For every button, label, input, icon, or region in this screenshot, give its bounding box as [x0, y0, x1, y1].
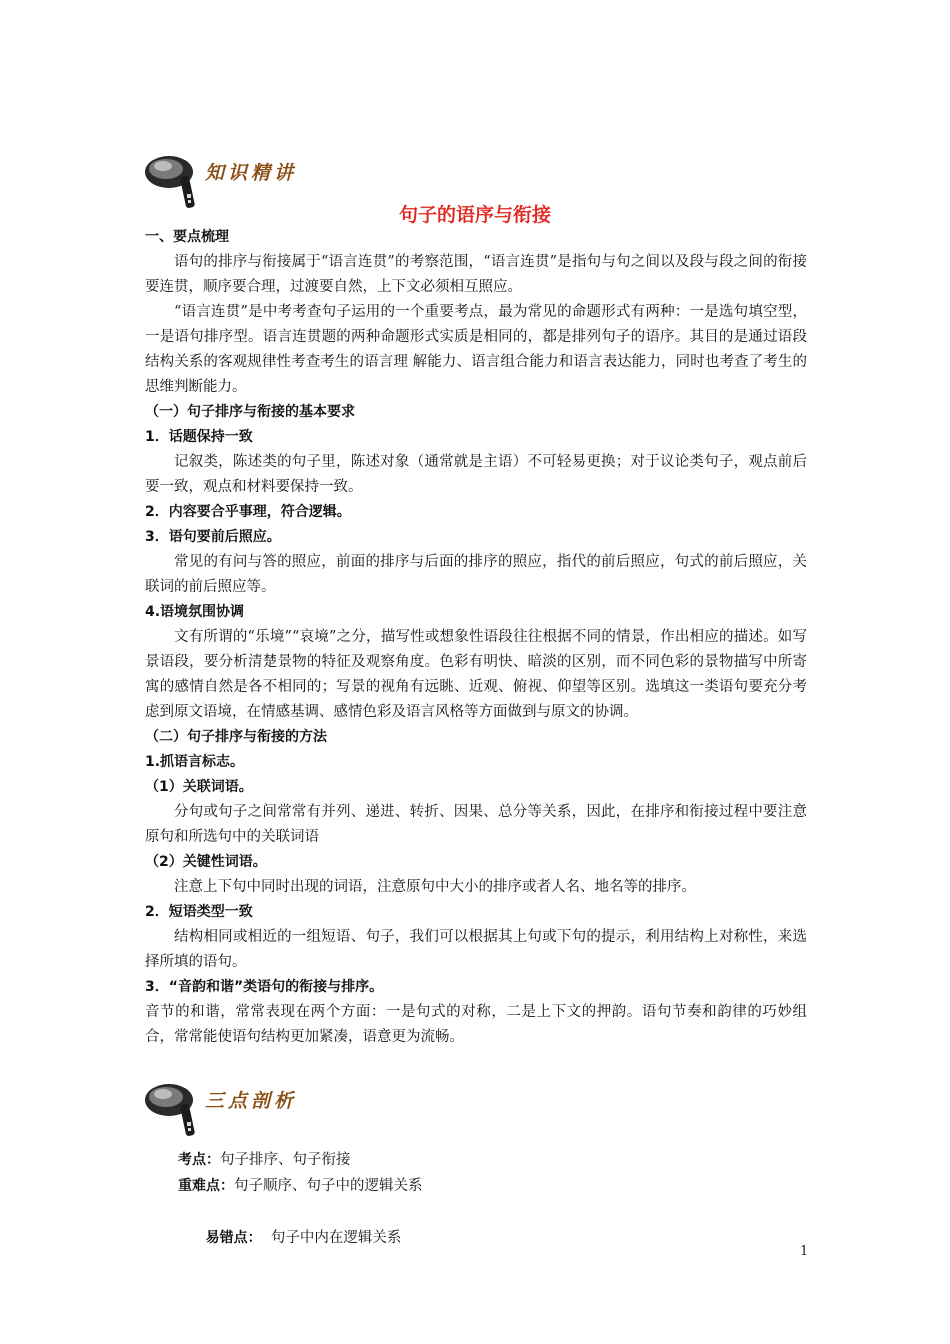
analysis-kaodian	[178, 1147, 423, 1173]
spatula-icon	[143, 1078, 207, 1140]
section-badge-analysis	[143, 1078, 363, 1138]
heading-key-points: 一、要点梳理	[145, 229, 229, 245]
part2-sub1-text: 分句或句子之间常常有并列、递进、转折、因果、总分等关系，因此，在排序和衔接过程中要注意原句和所选句中的关联词语	[145, 804, 807, 845]
nandian-label: 重难点：	[178, 1178, 234, 1194]
analysis-yicuo	[178, 1199, 423, 1277]
section-title-knowledge: 知识精讲	[205, 162, 298, 184]
analysis-block	[178, 1147, 423, 1277]
part2-sub2-title: （2）关键性词语。	[145, 854, 267, 870]
intro-paragraph-1: 语句的排序与衔接属于“语言连贯”的考察范围，“语言连贯”是指句与句之间以及段与段之间的衔接要连贯，顺序要合理，过渡要自然，上下文必须相互照应。	[145, 254, 807, 295]
part2-item1-title: 1.抓语言标志。	[145, 754, 245, 770]
section-title-analysis: 三点剖析	[205, 1090, 298, 1112]
yicuo-text: 句子中内在逻辑关系	[261, 1230, 402, 1246]
kaodian-text: 句子排序、句子衔接	[220, 1152, 351, 1168]
heading-part1: （一）句子排序与衔接的基本要求	[145, 404, 355, 420]
kaodian-label: 考点：	[178, 1152, 220, 1168]
nandian-text: 句子顺序、句子中的逻辑关系	[234, 1178, 423, 1194]
part2-item3-text: 音节的和谐，常常表现在两个方面：一是句式的对称，二是上下文的押韵。语句节奏和韵律的巧妙组合，常常能使语句结构更加紧凑，语意更为流畅。	[145, 1004, 807, 1045]
part1-item1-text: 记叙类，陈述类的句子里，陈述对象（通常就是主语）不可轻易更换；对于议论类句子，观点前后要一致，观点和材料要保持一致。	[145, 454, 807, 495]
part2-sub2-text: 注意上下句中同时出现的词语，注意原句中大小的排序或者人名、地名等的排序。	[174, 879, 696, 895]
yicuo-label: 易错点：	[205, 1230, 262, 1246]
part2-item3-title: 3．“音韵和谐”类语句的衔接与排序。	[145, 979, 384, 995]
part1-item2-title: 2．内容要合乎事理，符合逻辑。	[145, 504, 351, 520]
part1-item4-text: 文有所谓的“乐境”“哀境”之分，描写性或想象性语段往往根据不同的情景，作出相应的描述。如写景语段，要分析清楚景物的特征及观察角度。色彩有明快、暗淡的区别，而不同色彩的景物描写中所寄寓的感情自然是各不相同的；写景的视角有远眺、近观、俯视、仰望等区别。选填这一类语句要充分考虑到原文语境，在情感基调、感情色彩及语言风格等方面做到与原文的协调。	[145, 629, 807, 720]
part2-item2-text: 结构相同或相近的一组短语、句子，我们可以根据其上句或下句的提示，利用结构上对称性，来选择所填的语句。	[145, 929, 807, 970]
part1-item3-title: 3．语句要前后照应。	[145, 529, 281, 545]
part1-item3-text: 常见的有问与答的照应，前面的排序与后面的排序的照应，指代的前后照应，句式的前后照应，关联词的前后照应等。	[145, 554, 807, 595]
part1-item4-title: 4.语境氛围协调	[145, 604, 245, 620]
analysis-nandian	[178, 1173, 423, 1199]
part2-item2-title: 2．短语类型一致	[145, 904, 253, 920]
heading-part2: （二）句子排序与衔接的方法	[145, 729, 327, 745]
intro-paragraph-2: “语言连贯”是中考考查句子运用的一个重要考点，最为常见的命题形式有两种：一是选句填空型，一是语句排序型。语言连贯题的两种命题形式实质是相同的，都是排列句子的语序。其目的是通过语段结构关系的客观规律性考查考生的语言理 解能力、语言组合能力和语言表达能力，同时也考查了考生的思维判断能力。	[145, 304, 807, 395]
part2-sub1-title: （1）关联词语。	[145, 779, 253, 795]
document-title: 句子的语序与衔接	[398, 204, 551, 226]
part1-item1-title: 1．话题保持一致	[145, 429, 253, 445]
page-number: 1	[800, 1244, 809, 1259]
main-content	[145, 225, 807, 1050]
